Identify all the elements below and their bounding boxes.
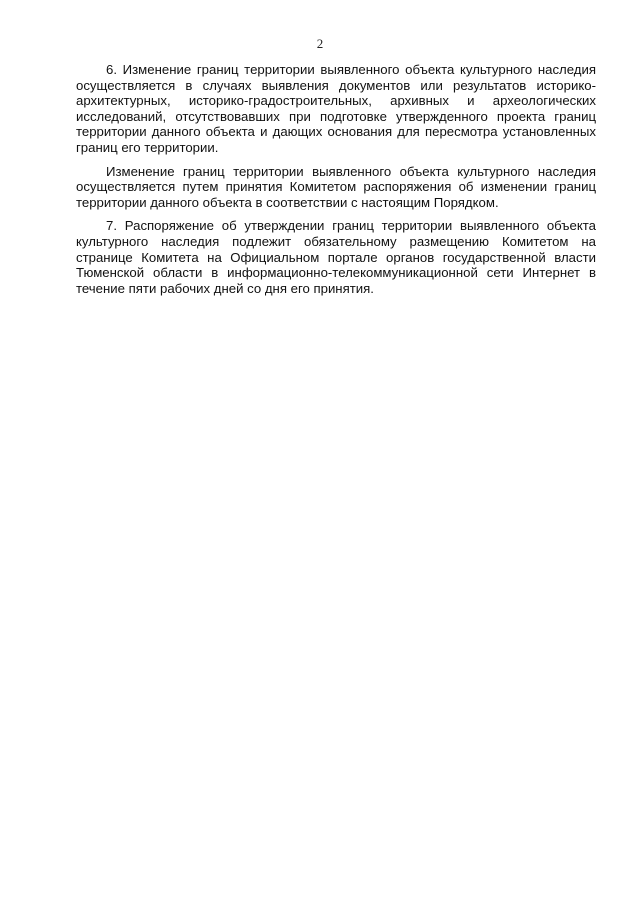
paragraph-item-7: 7. Распоряжение об утверждении границ территории выявленного объекта культурного наследия подлежит обязательному размещению Комитетом на странице Комитета на Официальном портале органов государственной власти Тюменской области в информационно-телекоммуникационной сети Интернет в течение пяти рабочих дней со дня его принятия. [76, 218, 596, 296]
paragraph-item-6: 6. Изменение границ территории выявленного объекта культурного наследия осуществляется в случаях выявления документов или результатов историко-архитектурных, историко-градостроительных, архивных и археологических исследований, отсутствовавших при подготовке утвержденного проекта границ территории данного объекта и дающих основания для пересмотра установленных границ его территории. [76, 62, 596, 155]
paragraph-boundary-change-procedure: Изменение границ территории выявленного объекта культурного наследия осуществляется путем принятия Комитетом распоряжения об изменении границ территории данного объекта в соответствии с настоящим Порядком. [76, 163, 596, 210]
page-number: 2 [316, 36, 324, 51]
document-body [76, 62, 596, 304]
